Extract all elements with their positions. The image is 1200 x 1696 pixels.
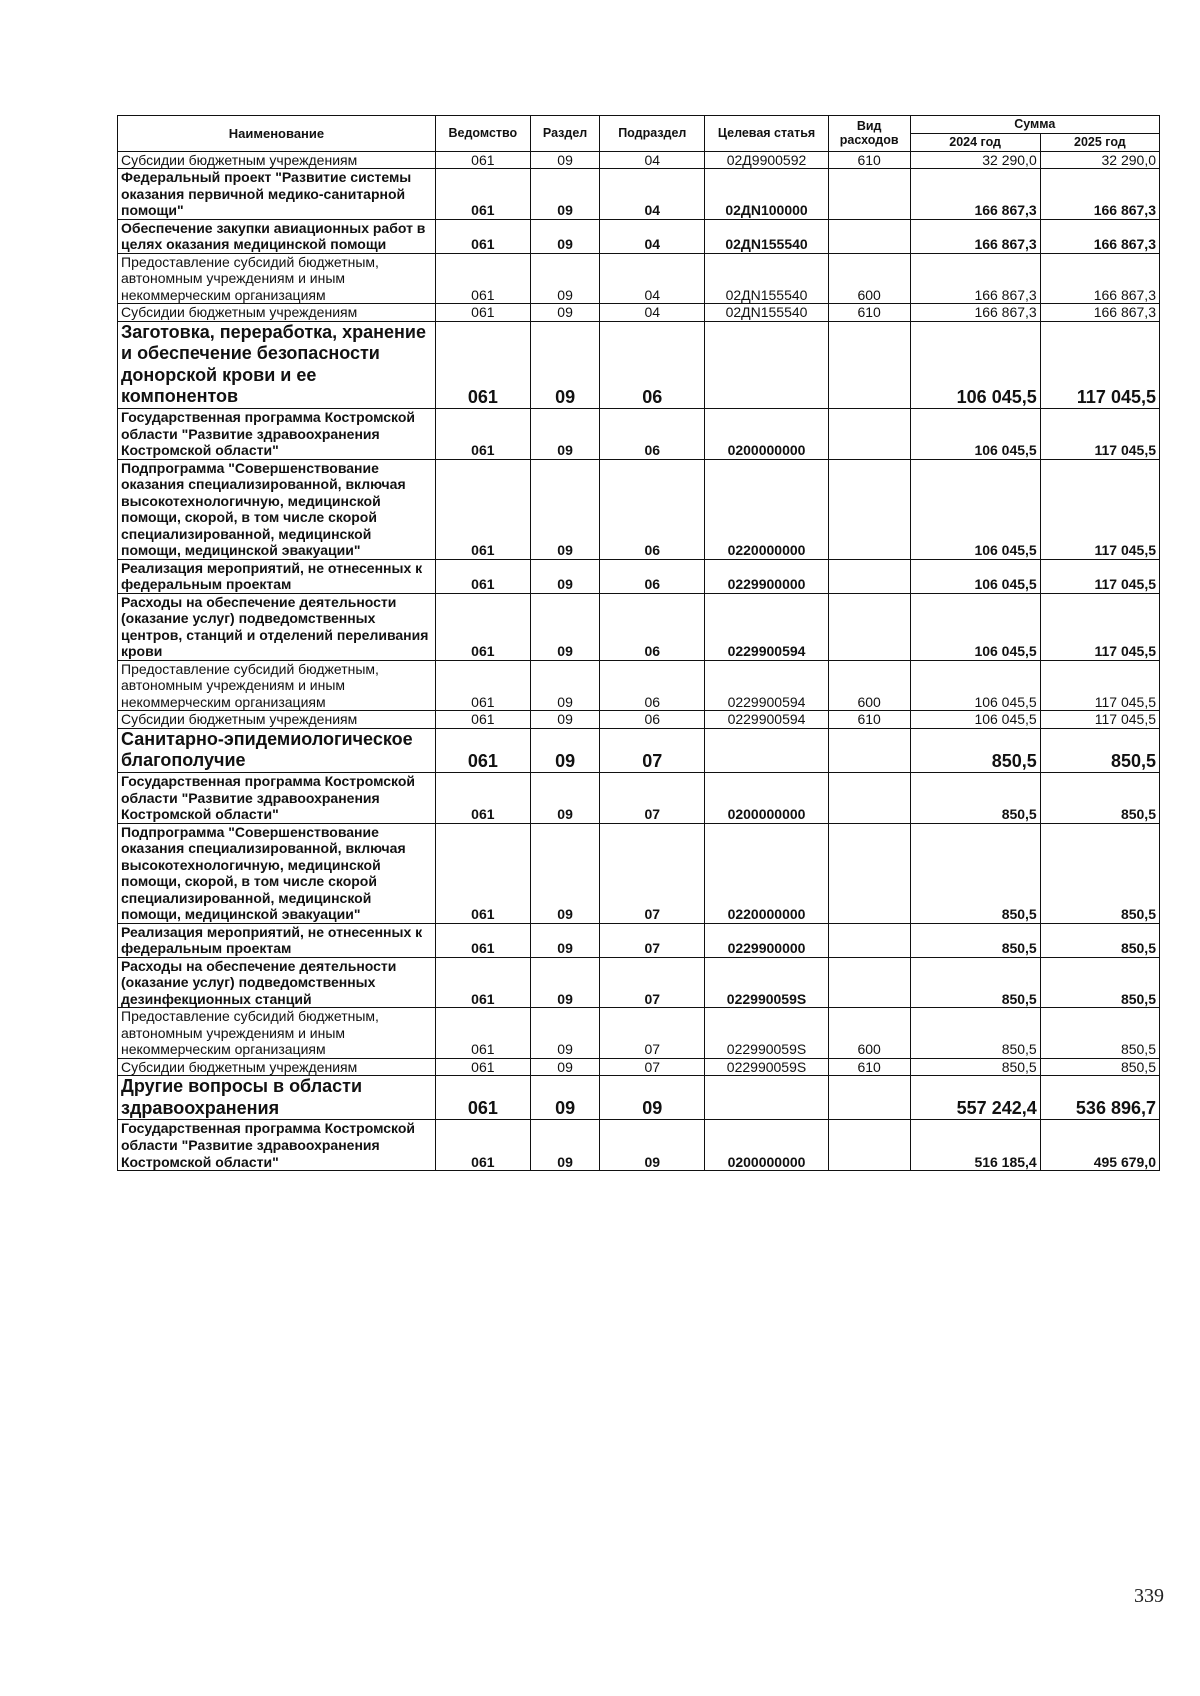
row-name: Другие вопросы в области здравоохранения [118, 1076, 436, 1120]
row-sum-2025: 850,5 [1040, 1058, 1159, 1076]
row-sum-2024: 106 045,5 [910, 593, 1040, 660]
row-dept: 061 [435, 559, 530, 593]
row-target: 0229900000 [705, 559, 829, 593]
row-subsection: 09 [600, 1120, 705, 1171]
table-row [118, 321, 1160, 408]
table-row [118, 559, 1160, 593]
table-row [118, 459, 1160, 559]
row-exp-type [828, 728, 910, 772]
row-name: Реализация мероприятий, не отнесенных к федеральным проектам [118, 923, 436, 957]
row-subsection: 09 [600, 1076, 705, 1120]
row-subsection: 07 [600, 957, 705, 1008]
row-target: 02Д9900592 [705, 151, 829, 169]
table-row [118, 1008, 1160, 1059]
row-subsection: 04 [600, 304, 705, 322]
row-sum-2025: 32 290,0 [1040, 151, 1159, 169]
row-name: Субсидии бюджетным учреждениям [118, 1058, 436, 1076]
row-target: 0229900594 [705, 711, 829, 729]
header-section: Раздел [530, 116, 600, 152]
row-subsection: 07 [600, 923, 705, 957]
row-target [705, 321, 829, 408]
row-exp-type: 610 [828, 711, 910, 729]
row-dept: 061 [435, 1008, 530, 1059]
row-name: Предоставление субсидий бюджетным, автономным учреждениям и иным некоммерческим организациям [118, 1008, 436, 1059]
row-name: Предоставление субсидий бюджетным, автономным учреждениям и иным некоммерческим организациям [118, 253, 436, 304]
row-sum-2025: 850,5 [1040, 773, 1159, 824]
row-sum-2024: 106 045,5 [910, 559, 1040, 593]
row-exp-type [828, 773, 910, 824]
row-sum-2024: 166 867,3 [910, 169, 1040, 220]
row-subsection: 04 [600, 253, 705, 304]
table-body [118, 151, 1160, 1171]
row-name: Государственная программа Костромской области "Развитие здравоохранения Костромской области" [118, 409, 436, 460]
row-exp-type [828, 409, 910, 460]
row-target: 0200000000 [705, 773, 829, 824]
table-row [118, 219, 1160, 253]
table-header [118, 116, 1160, 152]
row-sum-2024: 106 045,5 [910, 711, 1040, 729]
row-sum-2025: 495 679,0 [1040, 1120, 1159, 1171]
table-row [118, 1120, 1160, 1171]
row-section: 09 [530, 660, 600, 711]
row-name: Субсидии бюджетным учреждениям [118, 711, 436, 729]
row-section: 09 [530, 169, 600, 220]
row-target: 022990059S [705, 1058, 829, 1076]
row-exp-type [828, 823, 910, 923]
row-target [705, 1076, 829, 1120]
row-sum-2024: 850,5 [910, 923, 1040, 957]
table-row [118, 1076, 1160, 1120]
row-dept: 061 [435, 151, 530, 169]
row-exp-type [828, 219, 910, 253]
row-subsection: 06 [600, 409, 705, 460]
row-target: 02ДN155540 [705, 304, 829, 322]
header-target: Целевая статья [705, 116, 829, 152]
row-sum-2024: 32 290,0 [910, 151, 1040, 169]
row-exp-type [828, 593, 910, 660]
table-row [118, 923, 1160, 957]
row-target: 022990059S [705, 957, 829, 1008]
row-sum-2024: 166 867,3 [910, 304, 1040, 322]
row-sum-2025: 117 045,5 [1040, 459, 1159, 559]
table-row [118, 823, 1160, 923]
row-section: 09 [530, 459, 600, 559]
row-dept: 061 [435, 304, 530, 322]
table-row [118, 304, 1160, 322]
row-exp-type [828, 1076, 910, 1120]
row-sum-2025: 536 896,7 [1040, 1076, 1159, 1120]
table-row [118, 169, 1160, 220]
row-subsection: 06 [600, 459, 705, 559]
row-dept: 061 [435, 957, 530, 1008]
budget-page [117, 115, 1160, 1171]
row-subsection: 06 [600, 711, 705, 729]
row-dept: 061 [435, 219, 530, 253]
row-subsection: 06 [600, 321, 705, 408]
row-target: 0229900000 [705, 923, 829, 957]
row-exp-type: 600 [828, 1008, 910, 1059]
row-exp-type [828, 1120, 910, 1171]
row-target: 02ДN155540 [705, 253, 829, 304]
row-sum-2024: 850,5 [910, 773, 1040, 824]
header-dept: Ведомство [435, 116, 530, 152]
budget-table [117, 115, 1160, 1171]
row-dept: 061 [435, 409, 530, 460]
row-name: Подпрограмма "Совершенствование оказания специализированной, включая высокотехнологичную, медицинской помощи, скорой, в том числе скорой специализированной, медицинской помощи, медицинской эвакуации" [118, 823, 436, 923]
row-dept: 061 [435, 1058, 530, 1076]
row-sum-2024: 166 867,3 [910, 253, 1040, 304]
table-row [118, 660, 1160, 711]
header-name: Наименование [118, 116, 436, 152]
row-name: Реализация мероприятий, не отнесенных к федеральным проектам [118, 559, 436, 593]
row-section: 09 [530, 711, 600, 729]
row-section: 09 [530, 219, 600, 253]
table-row [118, 593, 1160, 660]
row-dept: 061 [435, 660, 530, 711]
row-name: Государственная программа Костромской области "Развитие здравоохранения Костромской области" [118, 773, 436, 824]
row-sum-2025: 850,5 [1040, 957, 1159, 1008]
table-row [118, 957, 1160, 1008]
row-exp-type: 610 [828, 304, 910, 322]
row-section: 09 [530, 321, 600, 408]
row-subsection: 06 [600, 559, 705, 593]
row-target: 0229900594 [705, 593, 829, 660]
row-sum-2025: 166 867,3 [1040, 304, 1159, 322]
row-name: Субсидии бюджетным учреждениям [118, 151, 436, 169]
row-sum-2024: 850,5 [910, 1058, 1040, 1076]
row-section: 09 [530, 923, 600, 957]
table-row [118, 151, 1160, 169]
row-sum-2025: 117 045,5 [1040, 321, 1159, 408]
row-section: 09 [530, 1058, 600, 1076]
row-sum-2024: 106 045,5 [910, 459, 1040, 559]
header-sum: Сумма [910, 116, 1160, 134]
row-dept: 061 [435, 253, 530, 304]
row-name: Предоставление субсидий бюджетным, автономным учреждениям и иным некоммерческим организациям [118, 660, 436, 711]
row-section: 09 [530, 151, 600, 169]
row-sum-2025: 166 867,3 [1040, 219, 1159, 253]
header-subsection: Подраздел [600, 116, 705, 152]
row-dept: 061 [435, 728, 530, 772]
row-exp-type: 600 [828, 660, 910, 711]
row-sum-2024: 106 045,5 [910, 660, 1040, 711]
table-row [118, 409, 1160, 460]
row-section: 09 [530, 559, 600, 593]
row-sum-2024: 106 045,5 [910, 321, 1040, 408]
row-sum-2025: 117 045,5 [1040, 660, 1159, 711]
row-target: 0200000000 [705, 409, 829, 460]
row-subsection: 06 [600, 593, 705, 660]
table-row [118, 253, 1160, 304]
row-target [705, 728, 829, 772]
row-name: Обеспечение закупки авиационных работ в целях оказания медицинской помощи [118, 219, 436, 253]
row-section: 09 [530, 957, 600, 1008]
row-dept: 061 [435, 169, 530, 220]
row-exp-type [828, 459, 910, 559]
row-exp-type [828, 169, 910, 220]
row-exp-type [828, 321, 910, 408]
row-dept: 061 [435, 321, 530, 408]
header-exp-type: Вид расходов [828, 116, 910, 152]
row-subsection: 04 [600, 169, 705, 220]
row-subsection: 07 [600, 773, 705, 824]
table-row [118, 728, 1160, 772]
row-sum-2024: 166 867,3 [910, 219, 1040, 253]
row-name: Заготовка, переработка, хранение и обеспечение безопасности донорской крови и ее компонентов [118, 321, 436, 408]
row-exp-type: 610 [828, 1058, 910, 1076]
table-row [118, 1058, 1160, 1076]
row-sum-2024: 516 185,4 [910, 1120, 1040, 1171]
row-name: Государственная программа Костромской области "Развитие здравоохранения Костромской области" [118, 1120, 436, 1171]
table-row [118, 773, 1160, 824]
row-sum-2025: 850,5 [1040, 823, 1159, 923]
row-sum-2024: 850,5 [910, 957, 1040, 1008]
row-subsection: 07 [600, 823, 705, 923]
row-sum-2024: 106 045,5 [910, 409, 1040, 460]
row-dept: 061 [435, 823, 530, 923]
page-number: 339 [1134, 1585, 1164, 1607]
row-subsection: 04 [600, 219, 705, 253]
row-section: 09 [530, 409, 600, 460]
row-dept: 061 [435, 923, 530, 957]
row-target: 02ДN100000 [705, 169, 829, 220]
header-2025: 2025 год [1040, 133, 1159, 151]
row-name: Расходы на обеспечение деятельности (оказание услуг) подведомственных дезинфекционных станций [118, 957, 436, 1008]
row-target: 02ДN155540 [705, 219, 829, 253]
row-subsection: 07 [600, 1008, 705, 1059]
row-exp-type: 610 [828, 151, 910, 169]
row-exp-type [828, 923, 910, 957]
row-dept: 061 [435, 1120, 530, 1171]
row-sum-2024: 850,5 [910, 728, 1040, 772]
row-sum-2024: 850,5 [910, 1008, 1040, 1059]
row-subsection: 07 [600, 728, 705, 772]
row-target: 0229900594 [705, 660, 829, 711]
row-dept: 061 [435, 1076, 530, 1120]
row-subsection: 07 [600, 1058, 705, 1076]
row-sum-2025: 850,5 [1040, 923, 1159, 957]
row-section: 09 [530, 1120, 600, 1171]
row-section: 09 [530, 304, 600, 322]
row-sum-2024: 557 242,4 [910, 1076, 1040, 1120]
row-name: Санитарно-эпидемиологическое благополучие [118, 728, 436, 772]
row-exp-type [828, 559, 910, 593]
row-sum-2025: 166 867,3 [1040, 169, 1159, 220]
row-exp-type [828, 957, 910, 1008]
row-section: 09 [530, 253, 600, 304]
row-sum-2024: 850,5 [910, 823, 1040, 923]
row-section: 09 [530, 823, 600, 923]
header-2024: 2024 год [910, 133, 1040, 151]
row-sum-2025: 117 045,5 [1040, 711, 1159, 729]
row-exp-type: 600 [828, 253, 910, 304]
row-section: 09 [530, 773, 600, 824]
row-target: 0220000000 [705, 459, 829, 559]
row-dept: 061 [435, 773, 530, 824]
row-target: 0200000000 [705, 1120, 829, 1171]
row-section: 09 [530, 1076, 600, 1120]
row-dept: 061 [435, 593, 530, 660]
row-sum-2025: 117 045,5 [1040, 559, 1159, 593]
table-row [118, 711, 1160, 729]
row-dept: 061 [435, 459, 530, 559]
row-name: Подпрограмма "Совершенствование оказания специализированной, включая высокотехнологичную, медицинской помощи, скорой, в том числе скорой специализированной, медицинской помощи, медицинской эвакуации" [118, 459, 436, 559]
row-sum-2025: 117 045,5 [1040, 593, 1159, 660]
row-sum-2025: 166 867,3 [1040, 253, 1159, 304]
row-target: 022990059S [705, 1008, 829, 1059]
row-sum-2025: 117 045,5 [1040, 409, 1159, 460]
row-section: 09 [530, 593, 600, 660]
row-sum-2025: 850,5 [1040, 1008, 1159, 1059]
row-subsection: 06 [600, 660, 705, 711]
row-subsection: 04 [600, 151, 705, 169]
row-dept: 061 [435, 711, 530, 729]
row-target: 0220000000 [705, 823, 829, 923]
row-name: Расходы на обеспечение деятельности (оказание услуг) подведомственных центров, станций и отделений переливания крови [118, 593, 436, 660]
row-name: Федеральный проект "Развитие системы оказания первичной медико-санитарной помощи" [118, 169, 436, 220]
row-sum-2025: 850,5 [1040, 728, 1159, 772]
row-name: Субсидии бюджетным учреждениям [118, 304, 436, 322]
row-section: 09 [530, 1008, 600, 1059]
row-section: 09 [530, 728, 600, 772]
